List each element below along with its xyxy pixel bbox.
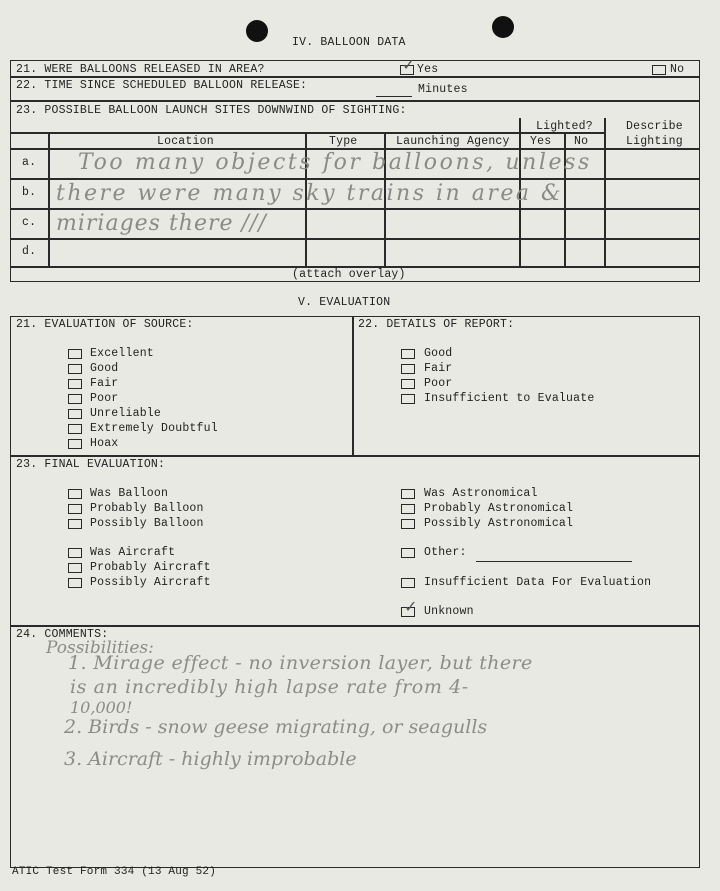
final-possibly-astronomical: Possibly Astronomical <box>424 517 574 530</box>
checkbox-detail-good[interactable] <box>401 349 415 359</box>
detail-poor: Poor <box>424 377 453 390</box>
q24-comments: 24. COMMENTS: <box>16 628 109 641</box>
comment-line-6: 3. Aircraft - highly improbable <box>64 748 357 770</box>
final-insufficient-data: Insufficient Data For Evaluation <box>424 576 652 589</box>
detail-fair: Fair <box>424 362 453 375</box>
checkbox-balloons-no[interactable] <box>652 65 666 75</box>
checkbox-probably-aircraft[interactable] <box>68 563 82 573</box>
col-lighted-yes: Yes <box>530 135 552 148</box>
form-footer: ATIC Test Form 334 (13 Aug 52) <box>12 866 217 878</box>
final-other: Other: <box>424 546 467 559</box>
row-label-d: d. <box>22 245 37 258</box>
checkbox-source-unreliable[interactable] <box>68 409 82 419</box>
comment-line-5: 2. Birds - snow geese migrating, or seagulls <box>64 716 488 738</box>
option-hoax: Hoax <box>90 437 119 450</box>
col-lighting: Lighting <box>626 135 683 148</box>
attach-overlay: (attach overlay) <box>292 268 406 281</box>
checkbox-possibly-astronomical[interactable] <box>401 519 415 529</box>
final-was-astronomical: Was Astronomical <box>424 487 538 500</box>
punch-hole-left <box>246 20 268 42</box>
option-excellent: Excellent <box>90 347 154 360</box>
final-was-aircraft: Was Aircraft <box>90 546 176 559</box>
final-was-balloon: Was Balloon <box>90 487 169 500</box>
final-possibly-balloon: Possibly Balloon <box>90 517 204 530</box>
option-good: Good <box>90 362 119 375</box>
label-minutes: Minutes <box>418 83 468 96</box>
q23-final-evaluation: 23. FINAL EVALUATION: <box>16 458 166 471</box>
checkbox-possibly-balloon[interactable] <box>68 519 82 529</box>
check-mark-icon: ✓ <box>404 597 418 616</box>
checkbox-source-extremely-doubtful[interactable] <box>68 424 82 434</box>
section-iv-title: IV. BALLOON DATA <box>292 36 406 49</box>
final-possibly-aircraft: Possibly Aircraft <box>90 576 211 589</box>
q21-balloons-released: 21. WERE BALLOONS RELEASED IN AREA? <box>16 63 265 76</box>
final-unknown: Unknown <box>424 605 474 618</box>
row-label-a: a. <box>22 156 37 169</box>
option-unreliable: Unreliable <box>90 407 162 420</box>
checkbox-detail-insufficient[interactable] <box>401 394 415 404</box>
checkbox-possibly-aircraft[interactable] <box>68 578 82 588</box>
comment-line-3: is an incredibly high lapse rate from 4- <box>70 676 469 698</box>
col-lighted-no: No <box>574 135 589 148</box>
option-extremely-doubtful: Extremely Doubtful <box>90 422 218 435</box>
checkbox-was-aircraft[interactable] <box>68 548 82 558</box>
checkbox-was-balloon[interactable] <box>68 489 82 499</box>
handwriting-line-1: Too many objects for balloons, unless <box>78 150 592 175</box>
checkbox-detail-fair[interactable] <box>401 364 415 374</box>
checkbox-source-hoax[interactable] <box>68 439 82 449</box>
col-launching-agency: Launching Agency <box>396 135 510 148</box>
punch-hole-right <box>492 16 514 38</box>
option-poor: Poor <box>90 392 119 405</box>
handwriting-line-3: miriages there /// <box>56 211 267 236</box>
col-location: Location <box>157 135 214 148</box>
final-probably-astronomical: Probably Astronomical <box>424 502 574 515</box>
checkbox-other[interactable] <box>401 548 415 558</box>
checkbox-probably-balloon[interactable] <box>68 504 82 514</box>
checkbox-source-poor[interactable] <box>68 394 82 404</box>
col-lighted: Lighted? <box>536 120 593 133</box>
q23-launch-sites: 23. POSSIBLE BALLOON LAUNCH SITES DOWNWIND OF SIGHTING: <box>16 104 407 117</box>
detail-insufficient: Insufficient to Evaluate <box>424 392 595 405</box>
label-yes: Yes <box>417 63 439 76</box>
checkbox-insufficient-data[interactable] <box>401 578 415 588</box>
comment-line-4: 10,000! <box>70 698 133 717</box>
section-v-title: V. EVALUATION <box>298 296 391 309</box>
q22-time-since-release: 22. TIME SINCE SCHEDULED BALLOON RELEASE: <box>16 79 308 92</box>
q22-details-of-report: 22. DETAILS OF REPORT: <box>358 318 515 331</box>
checkbox-was-astronomical[interactable] <box>401 489 415 499</box>
row-label-c: c. <box>22 216 37 229</box>
label-no: No <box>670 63 685 76</box>
comment-line-1: Possibilities: <box>46 638 154 658</box>
final-probably-balloon: Probably Balloon <box>90 502 204 515</box>
other-input-line[interactable] <box>476 561 632 562</box>
checkbox-source-excellent[interactable] <box>68 349 82 359</box>
checkbox-detail-poor[interactable] <box>401 379 415 389</box>
col-describe: Describe <box>626 120 683 133</box>
q21-evaluation-of-source: 21. EVALUATION OF SOURCE: <box>16 318 194 331</box>
option-fair: Fair <box>90 377 119 390</box>
checkbox-source-good[interactable] <box>68 364 82 374</box>
check-mark-icon: ✓ <box>402 55 416 74</box>
final-probably-aircraft: Probably Aircraft <box>90 561 211 574</box>
checkbox-source-fair[interactable] <box>68 379 82 389</box>
row-label-b: b. <box>22 186 37 199</box>
col-type: Type <box>329 135 358 148</box>
handwriting-line-2: there were many sky trains in area & <box>56 181 564 206</box>
comment-line-2: 1. Mirage effect - no inversion layer, but there <box>68 652 533 674</box>
detail-good: Good <box>424 347 453 360</box>
checkbox-probably-astronomical[interactable] <box>401 504 415 514</box>
